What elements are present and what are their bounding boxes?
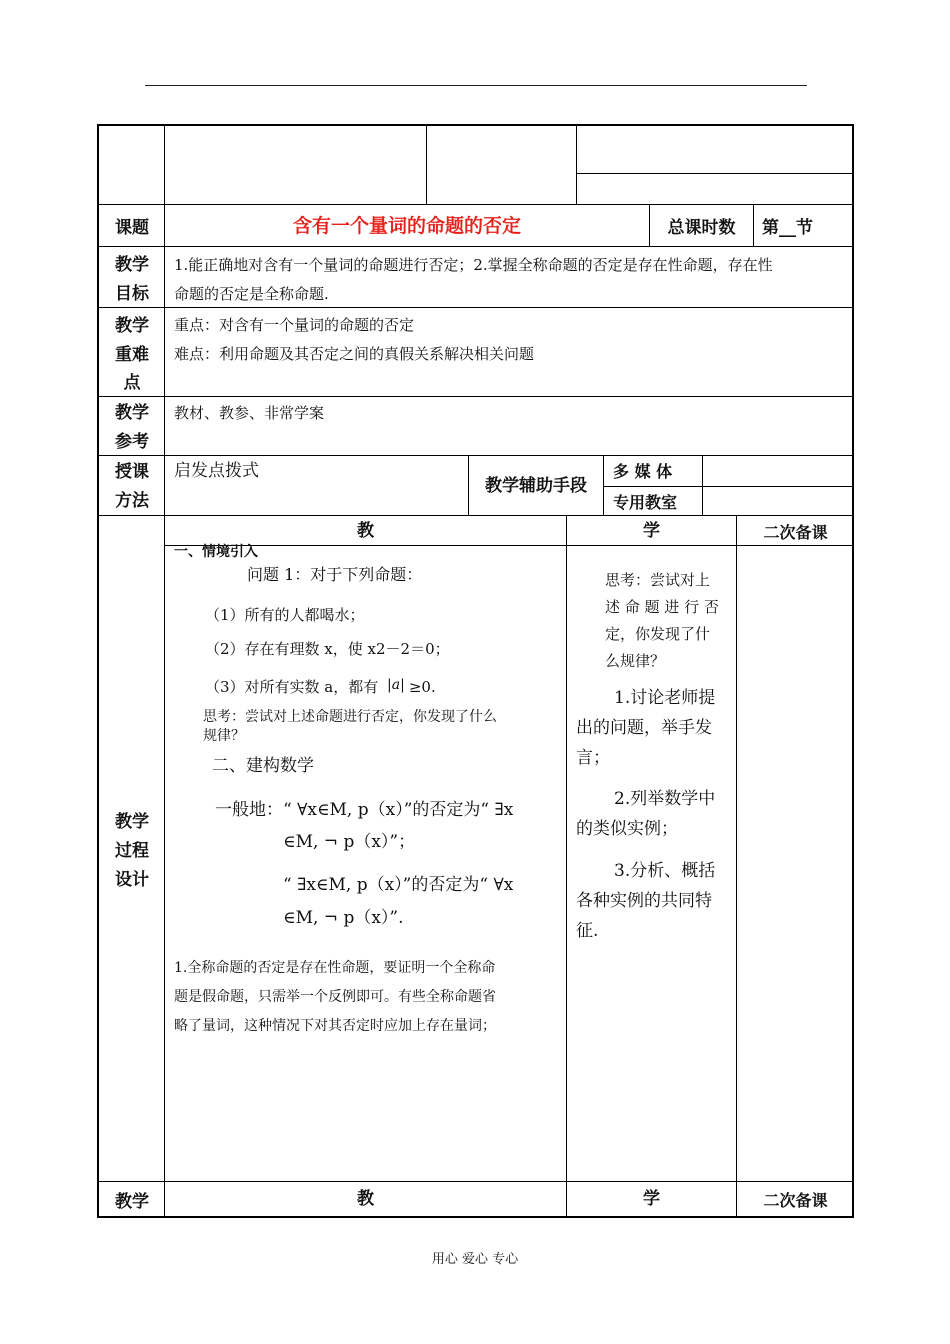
row-line-goals: [99, 246, 854, 247]
bottom-label: 教学: [115, 1192, 149, 1212]
goals-label-2: 目标: [115, 284, 149, 304]
header-rule: [145, 85, 807, 86]
section-construct-math: 二、建构数学: [212, 756, 314, 776]
topic-label: 课题: [115, 218, 149, 238]
method-divider-3: [702, 455, 703, 515]
note-line-1: 1.全称命题的否定是存在性命题，要证明一个全称命: [174, 960, 496, 976]
row-line-keypoints: [99, 307, 854, 308]
topic-divider-2: [753, 204, 754, 246]
learn-activity-3c: 征.: [576, 921, 599, 941]
learn-think-2: 述 命 题 进 行 否: [605, 598, 719, 616]
header-divider-1: [426, 126, 427, 204]
learn-activity-2b: 的类似实例；: [576, 819, 678, 839]
reference-label-1: 教学: [115, 403, 149, 423]
general-rule-1b: ∈M, ¬ p（x）”；: [283, 832, 416, 852]
process-label-1: 教学: [115, 812, 149, 832]
page-footer: 用心 爱心 专心: [431, 1252, 519, 1267]
row-line-reference: [99, 396, 854, 397]
method-subdivider: [603, 486, 854, 487]
lesson-plan-table: [97, 124, 854, 1218]
method-divider-2: [603, 455, 604, 515]
row-line-bottom: [99, 1181, 854, 1182]
row-line-topic: [99, 204, 854, 205]
header-divider-2: [576, 126, 577, 204]
learn-activity-3b: 各种实例的共同特: [576, 891, 712, 911]
note-line-2: 题是假命题，只需举一个反例即可。有些全称命题省: [174, 989, 496, 1005]
keypoints-label-3: 点: [123, 373, 141, 393]
learn-think-1: 思考：尝试对上: [605, 571, 711, 589]
reference-text: 教材、教参、非常学案: [174, 404, 325, 422]
method-label-2: 方法: [115, 491, 149, 511]
proposition-3: （3）对所有实数 a，都有 |a| ≥0.: [205, 677, 436, 696]
teaching-aid-label: 教学辅助手段: [485, 476, 587, 496]
goals-text-line2: 命题的否定是全称命题.: [174, 285, 329, 303]
note-line-3: 略了量词，这种情况下对其否定时应加上存在量词；: [174, 1018, 496, 1034]
keypoints-label-2: 重难: [115, 345, 149, 365]
multimedia-label: 多 媒 体: [613, 462, 673, 481]
classroom-label: 专用教室: [613, 493, 678, 512]
section-situation-intro: 一、情境引入: [174, 544, 258, 560]
process-divider-learn-prep: [736, 515, 737, 1181]
col-learn-header: 学: [643, 521, 660, 541]
key-point-text: 重点：对含有一个量词的命题的否定: [174, 316, 415, 334]
learn-think-4: 么规律？: [605, 652, 666, 670]
proposition-2: （2）存在有理数 x，使 x2－2＝0；: [205, 640, 450, 658]
learn-activity-2a: 2.列举数学中: [614, 789, 716, 809]
header-subdivider: [576, 173, 854, 174]
learn-activity-1c: 言；: [576, 748, 610, 768]
bottom-col-learn: 学: [643, 1189, 660, 1209]
col-prep-header: 二次备课: [763, 523, 828, 542]
col-teach-header: 教: [357, 521, 374, 541]
think-line-2: 规律？: [203, 728, 245, 744]
row-line-process: [99, 515, 854, 516]
problem-1: 问题 1：对于下列命题：: [247, 565, 423, 584]
process-divider-teach-learn: [566, 515, 567, 1181]
section-label: 第__节: [762, 218, 813, 238]
bottom-col-teach: 教: [357, 1189, 374, 1209]
process-label-2: 过程: [115, 841, 149, 861]
keypoints-label-1: 教学: [115, 316, 149, 336]
difficult-point-text: 难点：利用命题及其否定之间的真假关系解决相关问题: [174, 345, 535, 363]
learn-activity-1a: 1.讨论老师提: [614, 688, 716, 708]
general-rule-1a: 一般地：“ ∀x∈M, p（x）”的否定为“ ∃x: [215, 800, 514, 820]
goals-text-line1: 1.能正确地对含有一个量词的命题进行否定；2.掌握全称命题的否定是存在性命题，存在性: [174, 256, 773, 274]
method-text: 启发点拨式: [174, 461, 259, 481]
think-line-1: 思考：尝试对上述命题进行否定，你发现了什么: [203, 709, 497, 725]
proposition-1: （1）所有的人都喝水；: [205, 606, 365, 624]
topic-title: 含有一个量词的命题的否定: [292, 215, 521, 237]
total-hours-label: 总课时数: [667, 218, 736, 238]
bottom-col-prep: 二次备课: [763, 1191, 828, 1210]
learn-think-3: 定，你发现了什: [605, 625, 711, 643]
row-line-method: [99, 455, 854, 456]
general-rule-2a: “ ∃x∈M, p（x）”的否定为“ ∀x: [283, 875, 514, 895]
method-label-1: 授课: [115, 462, 149, 482]
reference-label-2: 参考: [115, 432, 149, 452]
learn-activity-3a: 3.分析、概括: [614, 861, 716, 881]
general-rule-2b: ∈M, ¬ p（x）”.: [283, 908, 404, 928]
learn-activity-1b: 出的问题，举手发: [576, 718, 712, 738]
process-label-3: 设计: [115, 870, 149, 890]
goals-label-1: 教学: [115, 255, 149, 275]
